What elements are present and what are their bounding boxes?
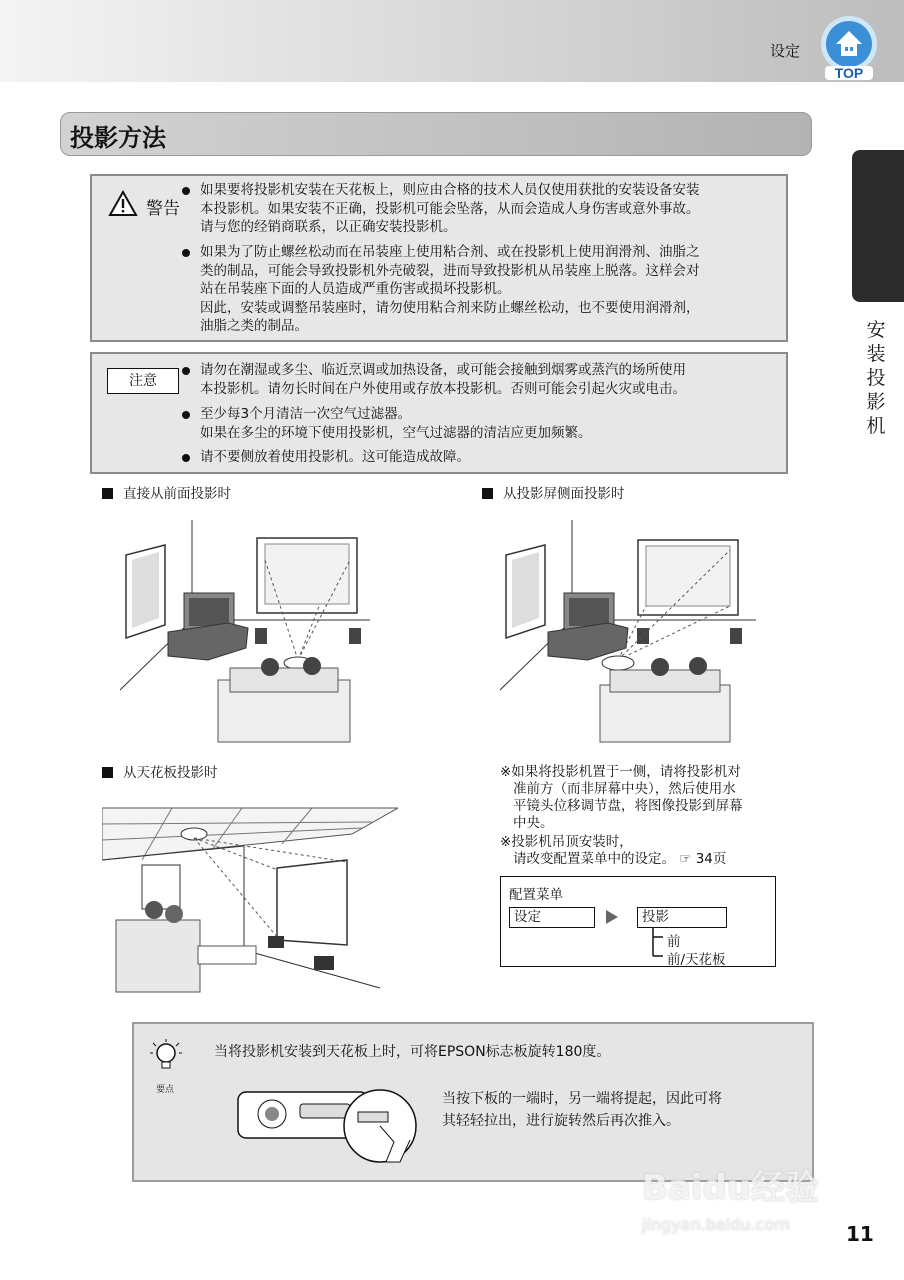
warning-item-2: 如果为了防止螺丝松动而在吊装座上使用粘合剂、或在投影机上使用润滑剂、油脂之 类的制品，可能会导致投影机外壳破裂，进而导致投影机从吊装座上脱落。这样会对 站在吊装座下面的人员造成严重伤害或损坏投影机。 因此，安装或调整吊装座时，请勿使用粘合剂来防止螺丝松动，也不要使用润滑剂， 油脂之类的制品。 (200, 243, 780, 336)
side-projection-illustration (500, 520, 756, 745)
section-ceiling: 从天花板投影时 (102, 761, 218, 781)
watermark-url: jingyan.baidu.com (642, 1215, 790, 1234)
tip-text: 当按下板的一端时，另一端将提起，因此可将 其轻轻拉出，进行旋转然后再次推入。 (442, 1091, 722, 1129)
top-button[interactable] (818, 14, 880, 80)
page-ref-link[interactable]: 34页 (695, 851, 727, 867)
caution-item-2: 至少每3个月清洁一次空气过滤器。 如果在多尘的环境下使用投影机，空气过滤器的清洁应更加频繁。 (200, 405, 780, 442)
section-side: 从投影屏侧面投影时 (482, 482, 625, 502)
page-number: 11 (846, 1222, 874, 1246)
projector-logo-plate-illustration (234, 1082, 420, 1166)
ceiling-projection-illustration (102, 800, 398, 1000)
menu-setting: 设定 (509, 907, 595, 928)
menu-projection: 投影 (637, 907, 727, 928)
caution-box (90, 352, 788, 474)
warning-label: 警告 (146, 199, 180, 219)
warning-item-1: 如果要将投影机安装在天花板上，则应由合格的技术人员仅使用获批的安装设备安装 本投影机。如果安装不正确，投影机可能会坠落，从而会造成人身伤害或意外事故。 请与您的经销商联系，以正确安装投影机。 (200, 181, 780, 237)
section-front: 直接从前面投影时 (102, 482, 231, 502)
page-ref-icon: ☞ (675, 851, 696, 867)
tip-box (132, 1022, 814, 1182)
section-label: 设定 (769, 42, 800, 60)
option-front-ceiling: 前/天花板 (667, 952, 726, 968)
watermark (642, 1160, 842, 1250)
option-connector (649, 928, 669, 962)
caution-label: 注意 (107, 368, 179, 394)
caution-item-1: 请勿在潮湿或多尘、临近烹调或加热设备，或可能会接触到烟雾或蒸汽的场所使用 本投影机。请勿长时间在户外使用或存放本投影机。否则可能会引起火灾或电击。 (200, 361, 780, 398)
watermark-brand: Baidu经验 (642, 1168, 820, 1208)
title-bar (60, 112, 812, 156)
tip-heading: 当将投影机安装到天花板上时，可将EPSON标志板旋转180度。 (214, 1044, 611, 1060)
tip-label: 要点 (156, 1085, 175, 1095)
arrow-right-icon (605, 909, 619, 925)
lightbulb-icon (148, 1038, 184, 1074)
page-title: 投影方法 (70, 124, 166, 152)
config-menu-title: 配置菜单 (509, 887, 563, 903)
chapter-tab[interactable] (852, 150, 904, 302)
option-front: 前 (667, 934, 681, 950)
note-ceiling-mount: ※投影机吊顶安装时， 请改变配置菜单中的设定。 ☞ 34页 (500, 834, 727, 867)
warning-icon (108, 190, 138, 217)
caution-item-3: 请不要侧放着使用投影机。这可能造成故障。 (200, 448, 780, 467)
note-side-placement: ※如果将投影机置于一侧，请将投影机对 准前方（而非屏幕中央），然后使用水 平镜头位移调节盘，将图像投影到屏幕 中央。 (500, 764, 743, 831)
chapter-label: 安装投影机 (866, 319, 886, 437)
top-button-label: TOP (834, 65, 864, 80)
warning-box (90, 174, 788, 342)
header-bar (0, 0, 904, 82)
config-menu-diagram (500, 876, 776, 967)
front-projection-illustration (120, 520, 370, 745)
